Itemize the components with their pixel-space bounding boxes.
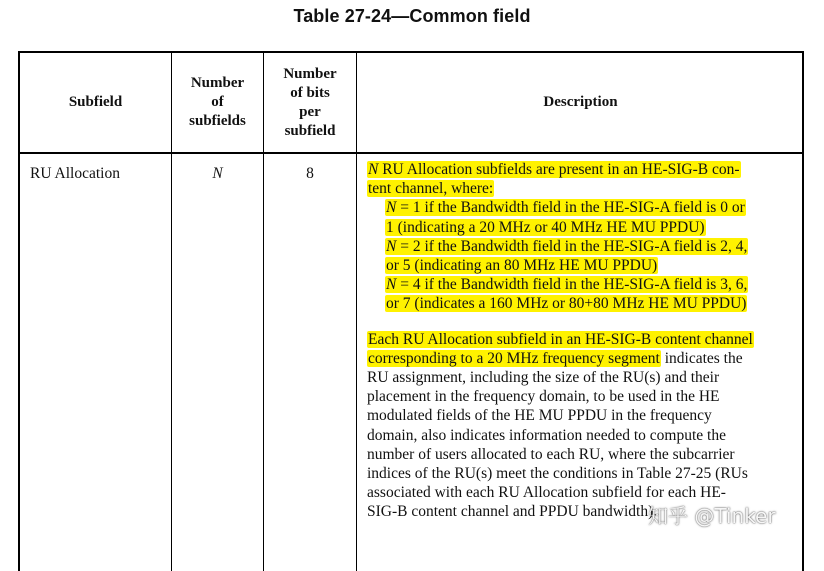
description-line: RU assignment, including the size of the RU(s) and their [367,369,720,387]
cell-number-of-subfields: N [212,165,223,182]
description-line [367,160,791,179]
header-description: Description [543,94,618,110]
column-divider [356,51,357,571]
header-number-of-bits: Number of bits per subfield [283,66,337,139]
description-line: modulated fields of the HE MU PPDU in the frequency [367,407,712,425]
description-line [367,275,791,294]
cell-description [367,160,791,522]
description-line: placement in the frequency domain, to be used in the HE [367,388,720,406]
description-block-ru-assignment [367,330,791,522]
description-line: indices of the RU(s) meet the conditions in Table 27-25 (RUs [367,465,748,483]
description-line [367,218,791,237]
header-subfield: Subfield [68,94,123,110]
highlighted-line: 1 (indicating a 20 MHz or 40 MHz HE MU PPDU) [386,218,705,236]
description-line: number of users allocated to each RU, where the subcarrier [367,445,735,463]
description-line [367,198,791,217]
description-line-text: indicates the [660,349,743,367]
highlighted-line: N = 4 if the Bandwidth field in the HE-SIG-A field is 3, 6, [386,276,748,294]
table-title: Table 27-24—Common field [293,6,531,26]
description-line: associated with each RU Allocation subfield for each HE- [367,484,726,502]
cell-number-of-bits: 8 [306,165,314,182]
description-block-highlighted [367,160,791,314]
highlighted-line: Each RU Allocation subfield in an HE-SIG-B content channel [368,330,753,348]
highlighted-line: or 5 (indicating an 80 MHz HE MU PPDU) [386,257,658,275]
header-divider [18,152,804,154]
highlighted-line: or 7 (indicates a 160 MHz or 80+80 MHz HE MU PPDU) [386,295,747,313]
description-line [367,179,791,198]
highlighted-line: corresponding to a 20 MHz frequency segment [368,349,660,367]
description-line: domain, also indicates information needed to compute the [367,426,726,444]
description-line [367,237,791,256]
highlighted-line: N RU Allocation subfields are present in an HE-SIG-B con- [368,161,740,178]
highlighted-line: N = 2 if the Bandwidth field in the HE-SIG-A field is 2, 4, [386,237,748,255]
watermark: 知乎 @Tinker [648,504,776,528]
description-line [367,294,791,313]
highlighted-line: N = 1 if the Bandwidth field in the HE-SIG-A field is 0 or [386,199,745,217]
highlighted-line: tent channel, where: [368,180,494,198]
description-line: SIG-B content channel and PPDU bandwidth). [367,503,658,521]
description-line [367,256,791,275]
header-number-of-subfields: Number of subfields [189,75,246,129]
cell-subfield: RU Allocation [30,165,120,182]
